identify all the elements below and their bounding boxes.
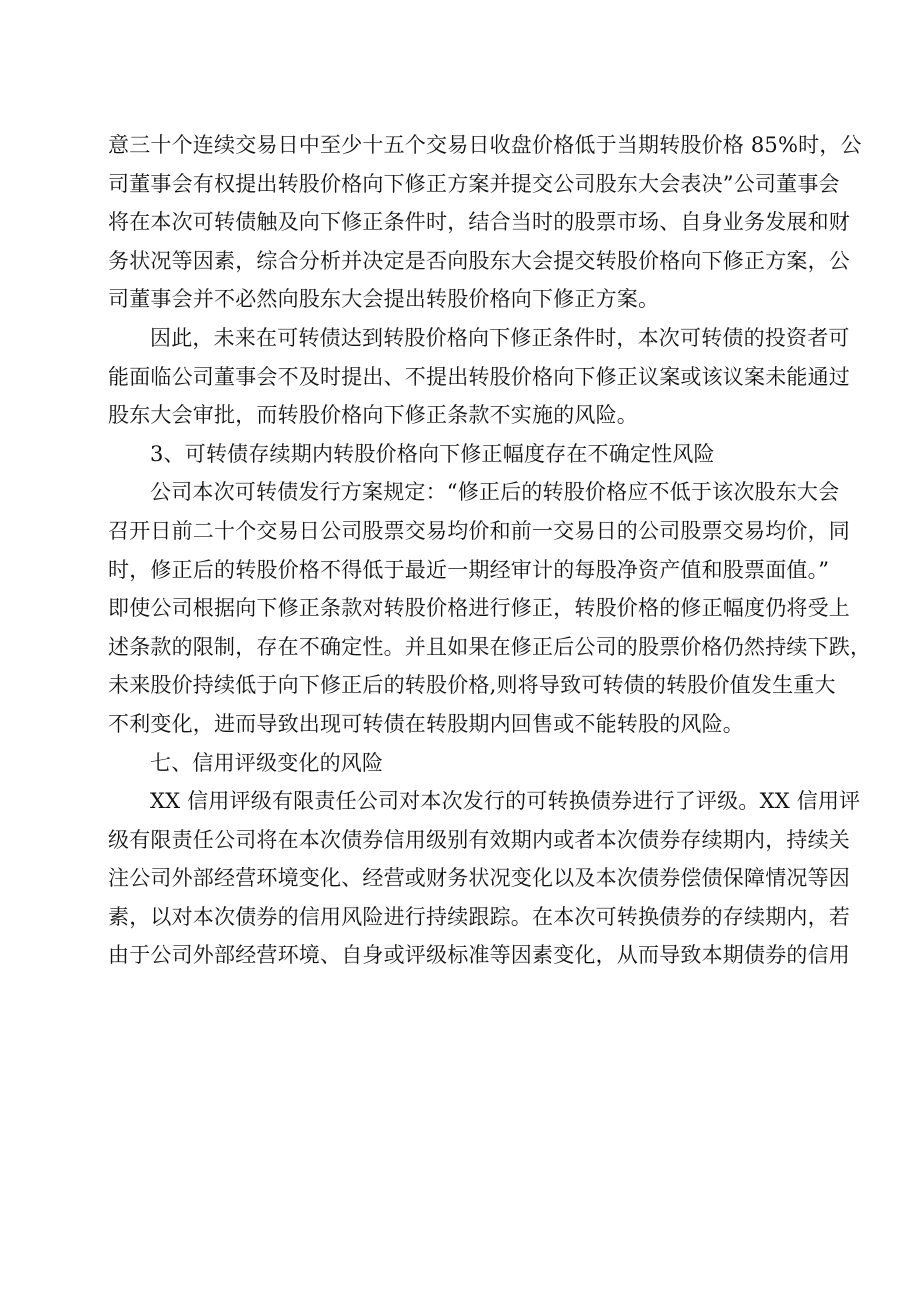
text-line: 将在本次可转债触及向下修正条件时，结合当时的股票市场、自身业务发展和财 bbox=[108, 210, 850, 235]
text-line: 股东大会审批，而转股价格向下修正条款不实施的风险。 bbox=[108, 403, 638, 428]
heading-line: 七、信用评级变化的风险 bbox=[150, 750, 384, 775]
text-line: 因此，未来在可转债达到转股价格向下修正条件时，本次可转债的投资者可 bbox=[150, 325, 850, 350]
text-line: XX 信用评级有限责任公司对本次发行的可转换债券进行了评级。XX 信用评 bbox=[150, 789, 861, 814]
paragraph-conversion-price-revision bbox=[108, 126, 862, 319]
document-page bbox=[108, 126, 872, 975]
text-line: 级有限责任公司将在本次债券信用级别有效期内或者本次债券存续期内，持续关 bbox=[108, 827, 850, 852]
text-line: 务状况等因素，综合分析并决定是否向股东大会提交转股价格向下修正方案，公 bbox=[108, 248, 850, 273]
text-line: 公司本次可转债发行方案规定：“修正后的转股价格应不低于该次股东大会 bbox=[150, 480, 840, 505]
text-line: 即使公司根据向下修正条款对转股价格进行修正，转股价格的修正幅度仍将受上 bbox=[108, 596, 850, 621]
text-line: 时，修正后的转股价格不得低于最近一期经审计的每股净资产值和股票面值。” bbox=[108, 557, 830, 582]
text-line: 由于公司外部经营环境、自身或评级标准等因素变化，从而导致本期债券的信用 bbox=[108, 943, 850, 968]
text-line: 注公司外部经营环境变化、经营或财务状况变化以及本次债券偿债保障情况等因 bbox=[108, 866, 850, 891]
paragraph-issuance-plan bbox=[108, 473, 872, 743]
text-line: 司董事会并不必然向股东大会提出转股价格向下修正方案。 bbox=[108, 287, 660, 312]
heading-line: 3、可转债存续期内转股价格向下修正幅度存在不确定性风险 bbox=[150, 441, 715, 466]
section-heading-credit-rating bbox=[108, 744, 820, 783]
section-heading-revision-uncertainty bbox=[108, 435, 820, 474]
text-line: 召开日前二十个交易日公司股票交易均价和前一交易日的公司股票交易均价，同 bbox=[108, 518, 850, 543]
text-line: 司董事会有权提出转股价格向下修正方案并提交公司股东大会表决”公司董事会 bbox=[108, 171, 840, 196]
text-line: 素，以对本次债券的信用风险进行持续跟踪。在本次可转换债券的存续期内，若 bbox=[108, 904, 850, 929]
text-line: 述条款的限制，存在不确定性。并且如果在修正后公司的股票价格仍然持续下跌， bbox=[108, 634, 872, 659]
text-line: 意三十个连续交易日中至少十五个交易日收盘价格低于当期转股价格 85%时，公 bbox=[108, 133, 862, 157]
paragraph-therefore-risk bbox=[108, 319, 850, 435]
text-line: 未来股价持续低于向下修正后的转股价格,则将导致可转债的转股价值发生重大 bbox=[108, 673, 836, 698]
text-line: 不利变化，进而导致出现可转债在转股期内回售或不能转股的风险。 bbox=[108, 711, 744, 736]
paragraph-credit-rating bbox=[108, 782, 861, 975]
text-line: 能面临公司董事会不及时提出、不提出转股价格向下修正议案或该议案未能通过 bbox=[108, 364, 850, 389]
